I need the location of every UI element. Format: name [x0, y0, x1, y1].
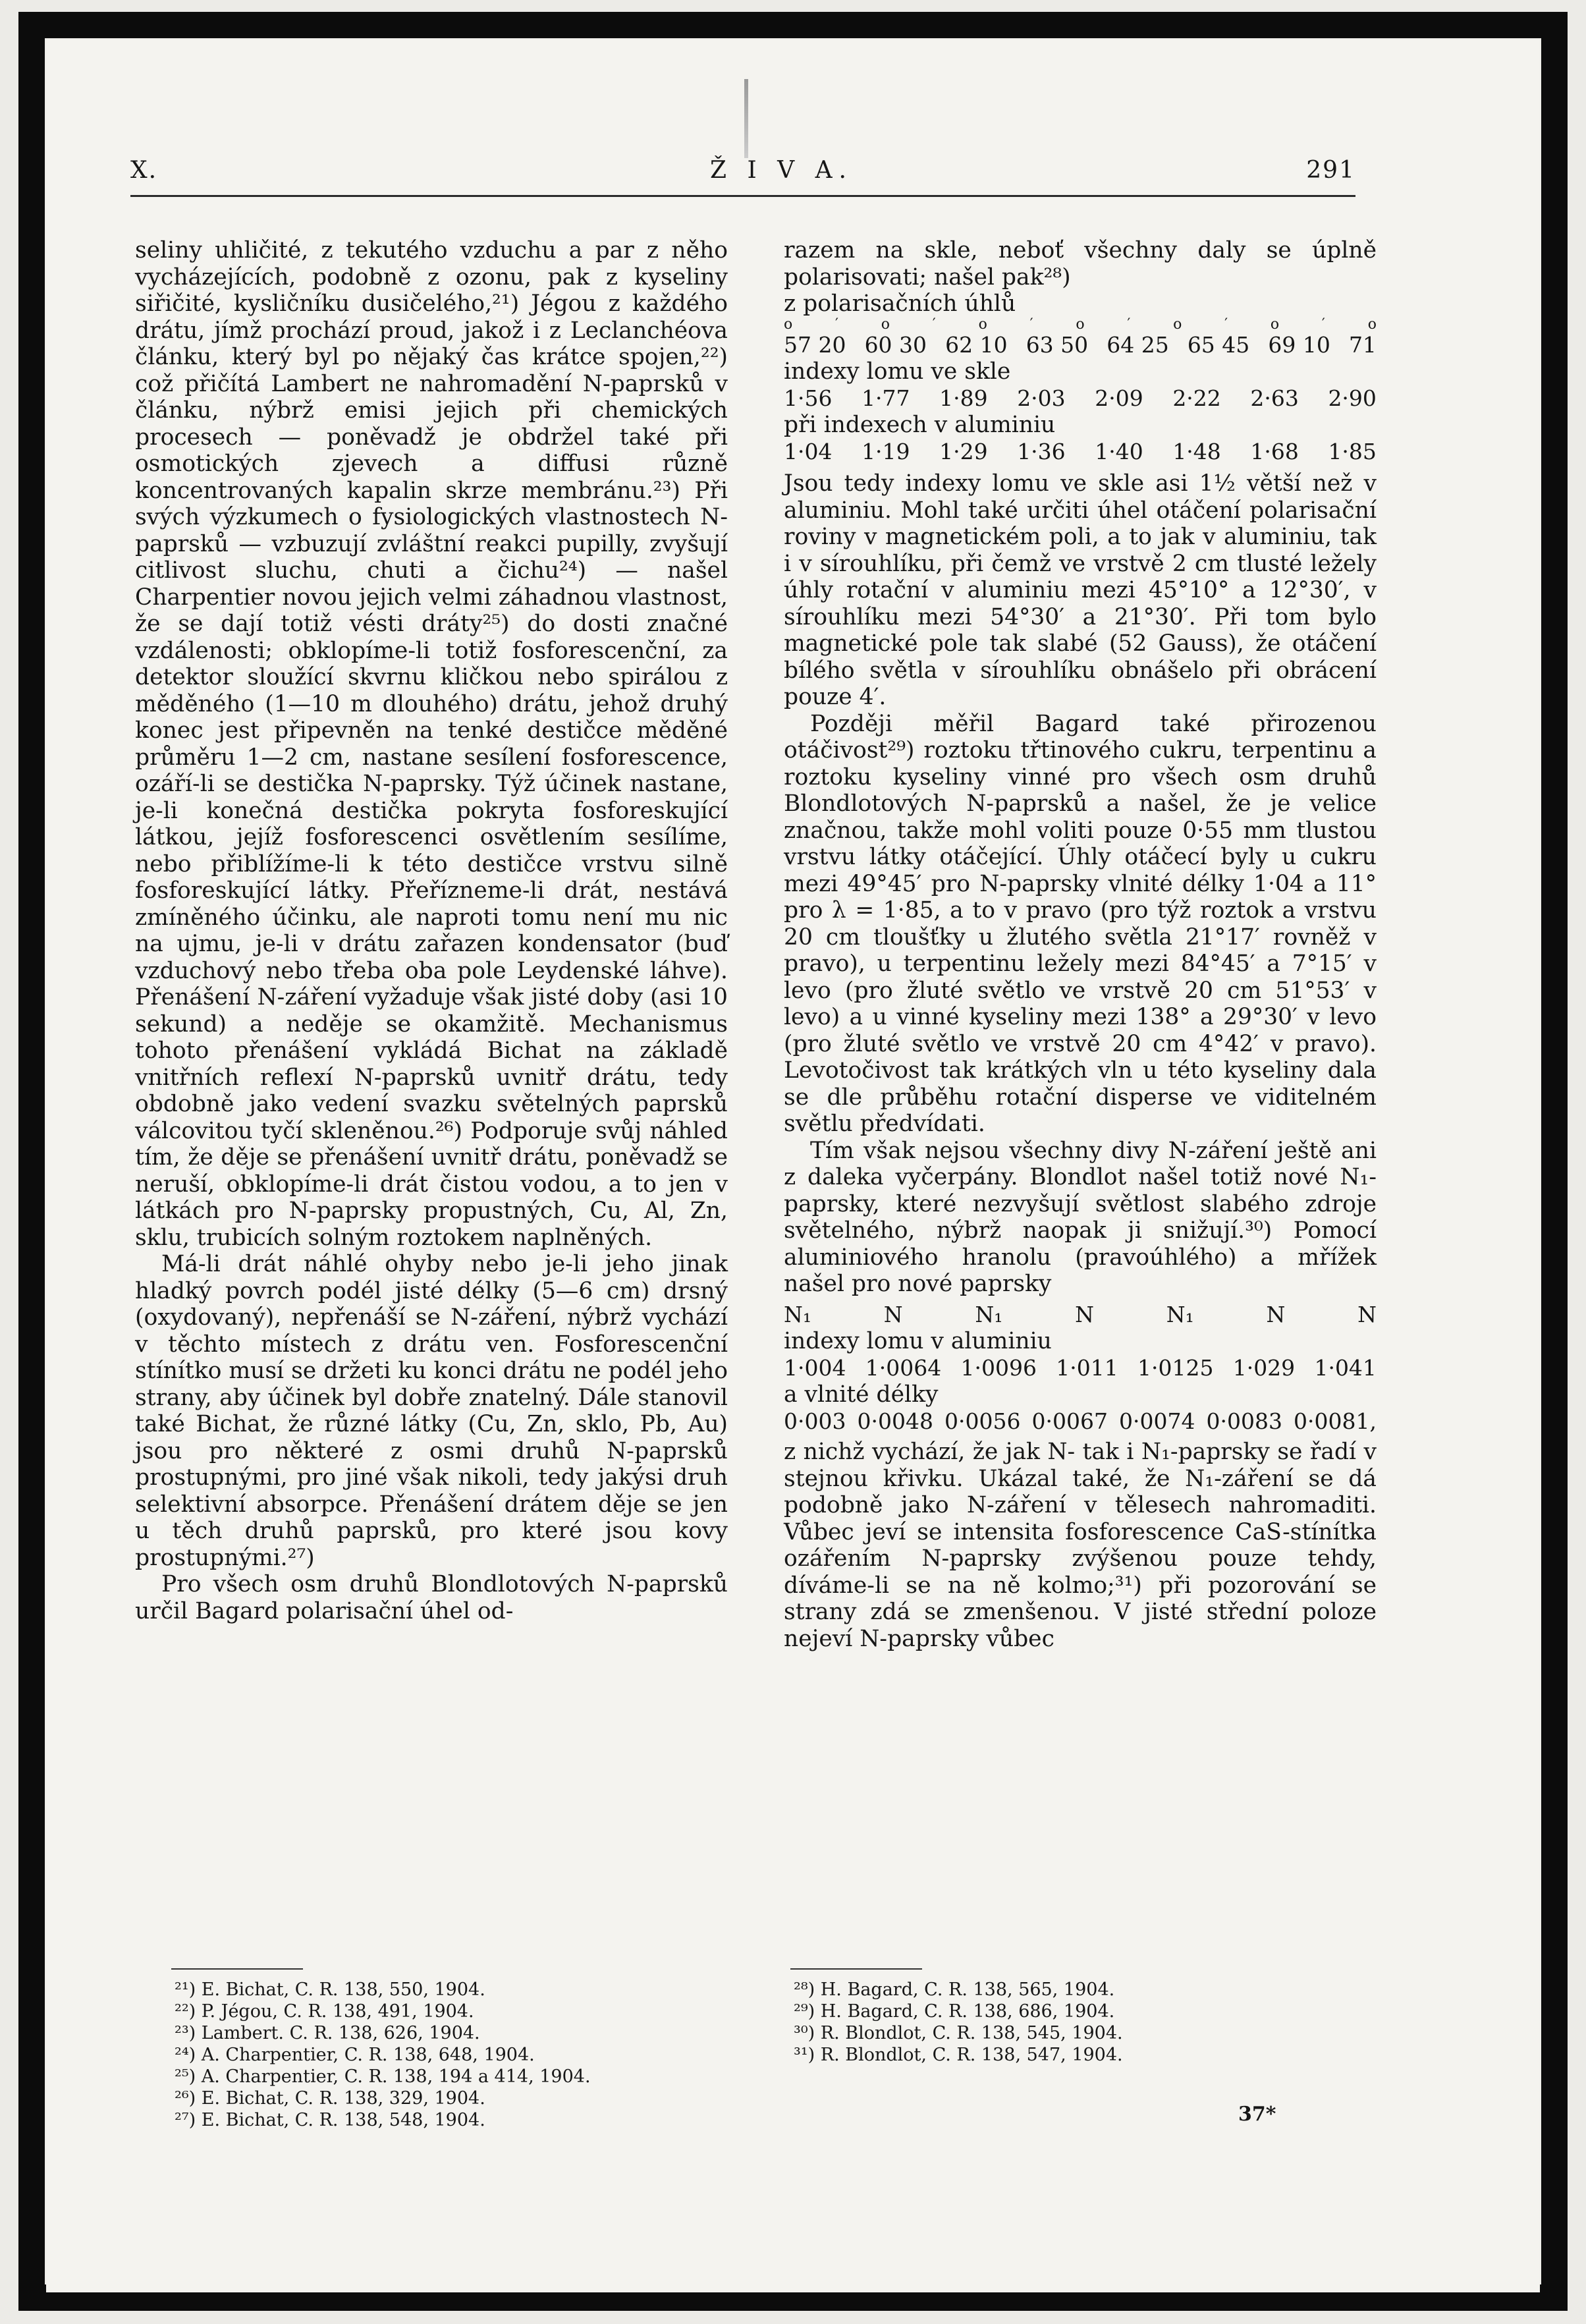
- footnote: ²³) Lambert. C. R. 138, 626, 1904.: [175, 2023, 480, 2043]
- degree-mark: o: [881, 316, 890, 333]
- degree-mark: o: [1367, 316, 1377, 333]
- footnote: ²⁹) H. Bagard, C. R. 138, 686, 1904.: [794, 2001, 1115, 2022]
- table-cell: 2·03: [1017, 385, 1066, 411]
- table-cell: 2·63: [1250, 385, 1299, 411]
- right-column: [784, 237, 1377, 1652]
- right-paragraph-1: Jsou tedy indexy lomu ve skle asi 1½ větší než v aluminiu. Mohl také určiti úhel otáčení polarisační roviny v magnetickém poli, a to jak v aluminiu, tak i v sírouhlíku, při čemž ve vrstvě 2 cm tlusté ležely úhly rotační v aluminiu mezi 45°10° a 12°30′, v sírouhlíku mezi 54°30′ a 21°30′. Při tom bylo magnetické pole tak slabé (52 Gauss), že otáčení bílého světla v sírouhlíku obnášelo při obrácení pouze 4′.: [784, 470, 1377, 710]
- footnote: ²⁶) E. Bichat, C. R. 138, 329, 1904.: [175, 2088, 485, 2109]
- table-cell: 69 10: [1268, 331, 1330, 358]
- left-paragraph-1: seliny uhličité, z tekutého vzduchu a par z něho vycházejících, podobně z ozonu, pak z kyseliny siřičité, kysličníku dusičelého,²¹) Jégou z každého drátu, jímž prochází proud, jakož i z Leclanchéova článku, který byl po nějaký čas krátce spojen,²²) což přičítá Lambert ne nahromadění N-paprsků v článku, nýbrž emisi jejich při chemických procesech — poněvadž je obdržel také při osmotických zjevech a diffusi různě koncentrovaných kapalin skrze membránu.²³) Při svých výzkumech o fysiologických vlastnostech N-paprsků — vzbuzují zvláštní reakci pupilly, zvyšují citlivost sluchu, chuti a čichu²⁴) — našel Charpentier novou jejich velmi záhadnou vlastnost, že se dají totiž vésti dráty²⁵) do dosti značné vzdálenosti; obklopíme-li totiž fosforescenční, za detektor sloužící skvrnu kličkou nebo spirálou z měděného (1—10 m dlouhého) drátu, jehož druhý konec jest připevněn na tenké destičce měděné průměru 1—2 cm, nastane sesílení fosforescence, ozáří-li se destička N-paprsky. Týž účinek nastane, je-li konečná destička pokryta fosforeskující látkou, jejíž fosforescenci osvětlením sesílíme, nebo přiblížíme-li k této destičce vrstvu silně fosforeskující látky. Přeřízneme-li drát, nestává zmíněného účinku, ale naproti tomu není mu nic na ujmu, je-li v drátu zařazen kondensator (buď vzduchový nebo třeba oba pole Leydenské láhve). Přenášení N-záření vyžaduje však jisté doby (asi 10 sekund) a neděje se okamžitě. Mechanismus tohoto přenášení vykládá Bichat na základě vnitřních reflexí N-paprsků uvnitř drátu, tedy obdobně jako vedení svazku světelných paprsků válcovitou tyčí skleněnou.²⁶) Podporuje svůj náhled tím, že děje se přenášení uvnitř drátu, poněvadž se neruší, obklopíme-li drát čistou vodou, a to jen v látkách pro N-paprsky propustných, Cu, Al, Zn, sklu, trubicích solným roztokem naplněných.: [135, 237, 728, 1251]
- table-cell: 1·004: [784, 1354, 846, 1381]
- table-cell: 0·0048: [857, 1408, 933, 1434]
- journal-title: Ž I V A.: [710, 157, 854, 184]
- gutter-mark: [744, 79, 748, 158]
- degree-mark: o: [1270, 316, 1280, 333]
- degree-mark: o: [1173, 316, 1182, 333]
- left-column: [135, 237, 728, 1624]
- table-cell: 62 10: [945, 331, 1008, 358]
- table-cell: 60 30: [864, 331, 927, 358]
- footnote: ³⁰) R. Blondlot, C. R. 138, 545, 1904.: [794, 2023, 1123, 2043]
- footnote-rule-right: [790, 1968, 922, 1970]
- n-type-row: [784, 1302, 1377, 1329]
- right-paragraph-4: z nichž vychází, že jak N- tak i N₁-paprsky se řadí v stejnou křivku. Ukázal také, že N₁-záření se dá podobně jako N-záření v tělesech nahromaditi. Vůbec jeví se intensita fosforescence CaS-stínítka ozářením N-paprsky zvýšenou pouze tehdy, díváme-li se na ně kolmo;³¹) při pozorování se strany zdá se zmenšenou. V jisté střední poloze nejeví N-paprsky vůbec: [784, 1439, 1377, 1652]
- footnote: ²⁴) A. Charpentier, C. R. 138, 648, 1904.: [175, 2045, 535, 2065]
- table-cell: 1·19: [861, 438, 910, 464]
- table-cell: 1·29: [939, 438, 988, 464]
- table-cell: 1·89: [939, 385, 988, 411]
- glass-row: [784, 385, 1377, 412]
- degree-mark: ′: [932, 316, 936, 333]
- angles-row: [784, 332, 1377, 359]
- table-cell: 57 20: [784, 331, 846, 358]
- degree-marks-row: [784, 318, 1377, 332]
- n-aluminium-row: [784, 1355, 1377, 1382]
- right-paragraph-3: Tím však nejsou všechny divy N-záření ještě ani z daleka vyčerpány. Blondlot našel totiž nové N₁-paprsky, které nezvyšují světlost slabého zdroje světelného, nýbrž naopak ji snižují.³⁰) Pomocí aluminiového hranolu (pravoúhlého) a mřížek našel pro nové paprsky: [784, 1137, 1377, 1297]
- footnote: ²⁸) H. Bagard, C. R. 138, 565, 1904.: [794, 1979, 1115, 2000]
- table-cell: 63 50: [1025, 331, 1089, 358]
- label-aluminium: při indexech v aluminiu: [784, 412, 1056, 438]
- table-cell: N₁: [975, 1301, 1003, 1327]
- table-cell: 1·041: [1314, 1354, 1377, 1381]
- table-cell: 1·85: [1328, 438, 1377, 464]
- running-header: [130, 157, 1355, 196]
- table-cell: 1·77: [861, 385, 910, 411]
- degree-mark: ′: [1224, 316, 1228, 333]
- footnote: ²⁷) E. Bichat, C. R. 138, 548, 1904.: [175, 2110, 485, 2130]
- table-cell: N: [1357, 1301, 1377, 1327]
- table-cell: 1·0064: [865, 1354, 942, 1381]
- table-cell: 71: [1348, 331, 1377, 358]
- left-paragraph-2: Má-li drát náhlé ohyby nebo je-li jeho jinak hladký povrch podél jisté délky (5—6 cm) drsný (oxydovaný), nepřenáší se N-záření, nýbrž vychází v těchto místech z drátu ven. Fosforescenční stínítko musí se držeti ku konci drátu ne podél jeho strany, aby účinek byl dobře znatelný. Dále stanovil také Bichat, že různé látky (Cu, Zn, sklo, Pb, Au) jsou pro některé z osmi druhů N-paprsků prostupnými, pro jiné však nikoli, tedy jakýsi druh selektivní absorpce. Přenášení drátem děje se jen u těch druhů paprsků, pro které jsou kovy prostupnými.²⁷): [135, 1251, 728, 1571]
- wavelength-row: [784, 1408, 1377, 1435]
- label-angles: z polarisačních úhlů: [784, 290, 1016, 317]
- aluminium-row: [784, 439, 1377, 466]
- footnote-rule-left: [171, 1968, 303, 1970]
- table-cell: 64 25: [1107, 331, 1169, 358]
- volume-number: X.: [130, 157, 158, 184]
- degree-mark: o: [784, 316, 793, 333]
- table-cell: 1·029: [1232, 1354, 1296, 1381]
- table-cell: N₁: [1166, 1301, 1194, 1327]
- table-cell: N₁: [784, 1301, 812, 1327]
- footnotes-right: [794, 1979, 1334, 2066]
- footnote: ²¹) E. Bichat, C. R. 138, 550, 1904.: [175, 1979, 485, 2000]
- table-cell: N: [883, 1301, 903, 1327]
- degree-mark: ′: [835, 316, 839, 333]
- table-cell: 0·0074: [1119, 1408, 1195, 1434]
- degree-mark: ′: [1127, 316, 1131, 333]
- table-cell: 0·0056: [944, 1408, 1021, 1434]
- table-cell: 2·90: [1328, 385, 1377, 411]
- table-cell: 2·09: [1095, 385, 1143, 411]
- table-cell: 1·48: [1172, 438, 1221, 464]
- table-cell: 1·56: [784, 385, 833, 411]
- footnotes-left: [175, 1979, 715, 2131]
- header-rule: [130, 195, 1355, 197]
- left-paragraph-3: Pro všech osm druhů Blondlotových N-paprsků určil Bagard polarisační úhel od-: [135, 1571, 728, 1624]
- printer-signature: 37*: [1238, 2103, 1276, 2126]
- table-cell: 0·003: [784, 1408, 846, 1434]
- label-n-aluminium: indexy lomu v aluminiu: [784, 1328, 1052, 1354]
- degree-mark: ′: [1321, 316, 1325, 333]
- table-cell: 65 45: [1187, 331, 1250, 358]
- table-cell: 1·68: [1250, 438, 1299, 464]
- table-cell: 1·04: [784, 438, 833, 464]
- footnote: ²⁵) A. Charpentier, C. R. 138, 194 a 414, 1904.: [175, 2066, 591, 2087]
- table-cell: N: [1266, 1301, 1286, 1327]
- table-cell: 0·0067: [1031, 1408, 1108, 1434]
- table-cell: 0·0083: [1206, 1408, 1282, 1434]
- table-cell: N: [1075, 1301, 1095, 1327]
- label-wavelength: a vlnité délky: [784, 1381, 939, 1408]
- footnote: ²²) P. Jégou, C. R. 138, 491, 1904.: [175, 2001, 474, 2022]
- right-paragraph-2: Později měřil Bagard také přirozenou otáčivost²⁹) roztoku třtinového cukru, terpentinu a roztoku kyseliny vinné pro všech osm druhů Blondlotových N-paprsků a našel, že je velice značnou, takže mohl voliti pouze 0·55 mm tlustou vrstvu látky otáčející. Úhly otáčecí byly u cukru mezi 49°45′ pro N-paprsky vlnité délky 1·04 a 11° pro λ = 1·85, a to v pravo (pro týž roztok a vrstvu 20 cm tloušťky u žlutého světla 21°17′ rovněž v pravo), u terpentinu ležely mezi 84°45′ a 7°15′ v levo (pro žluté světlo ve vrstvě 20 cm 51°53′ v levo) a u vinné kyseliny mezi 138° a 29°30′ v levo (pro žluté světlo ve vrstvě 20 cm 4°42′ v pravo). Levotočivost tak krátkých vln u této kyseliny dala se dle průběhu rotační disperse ve viditelném světlu předvídati.: [784, 710, 1377, 1137]
- degree-mark: o: [1076, 316, 1085, 333]
- degree-mark: ′: [1029, 316, 1033, 333]
- table-cell: 0·0081,: [1294, 1408, 1377, 1434]
- table-cell: 1·011: [1056, 1354, 1118, 1381]
- footnote: ³¹) R. Blondlot, C. R. 138, 547, 1904.: [794, 2045, 1123, 2065]
- table-cell: 1·0096: [960, 1354, 1037, 1381]
- table-cell: 1·0125: [1137, 1354, 1214, 1381]
- label-glass: indexy lomu ve skle: [784, 358, 1011, 385]
- right-intro: razem na skle, neboť všechny daly se úplně polarisovati; našel pak²⁸): [784, 237, 1377, 290]
- table-cell: 2·22: [1172, 385, 1221, 411]
- table-cell: 1·40: [1095, 438, 1143, 464]
- page-number: 291: [1306, 157, 1355, 184]
- degree-mark: o: [978, 316, 987, 333]
- table-cell: 1·36: [1017, 438, 1066, 464]
